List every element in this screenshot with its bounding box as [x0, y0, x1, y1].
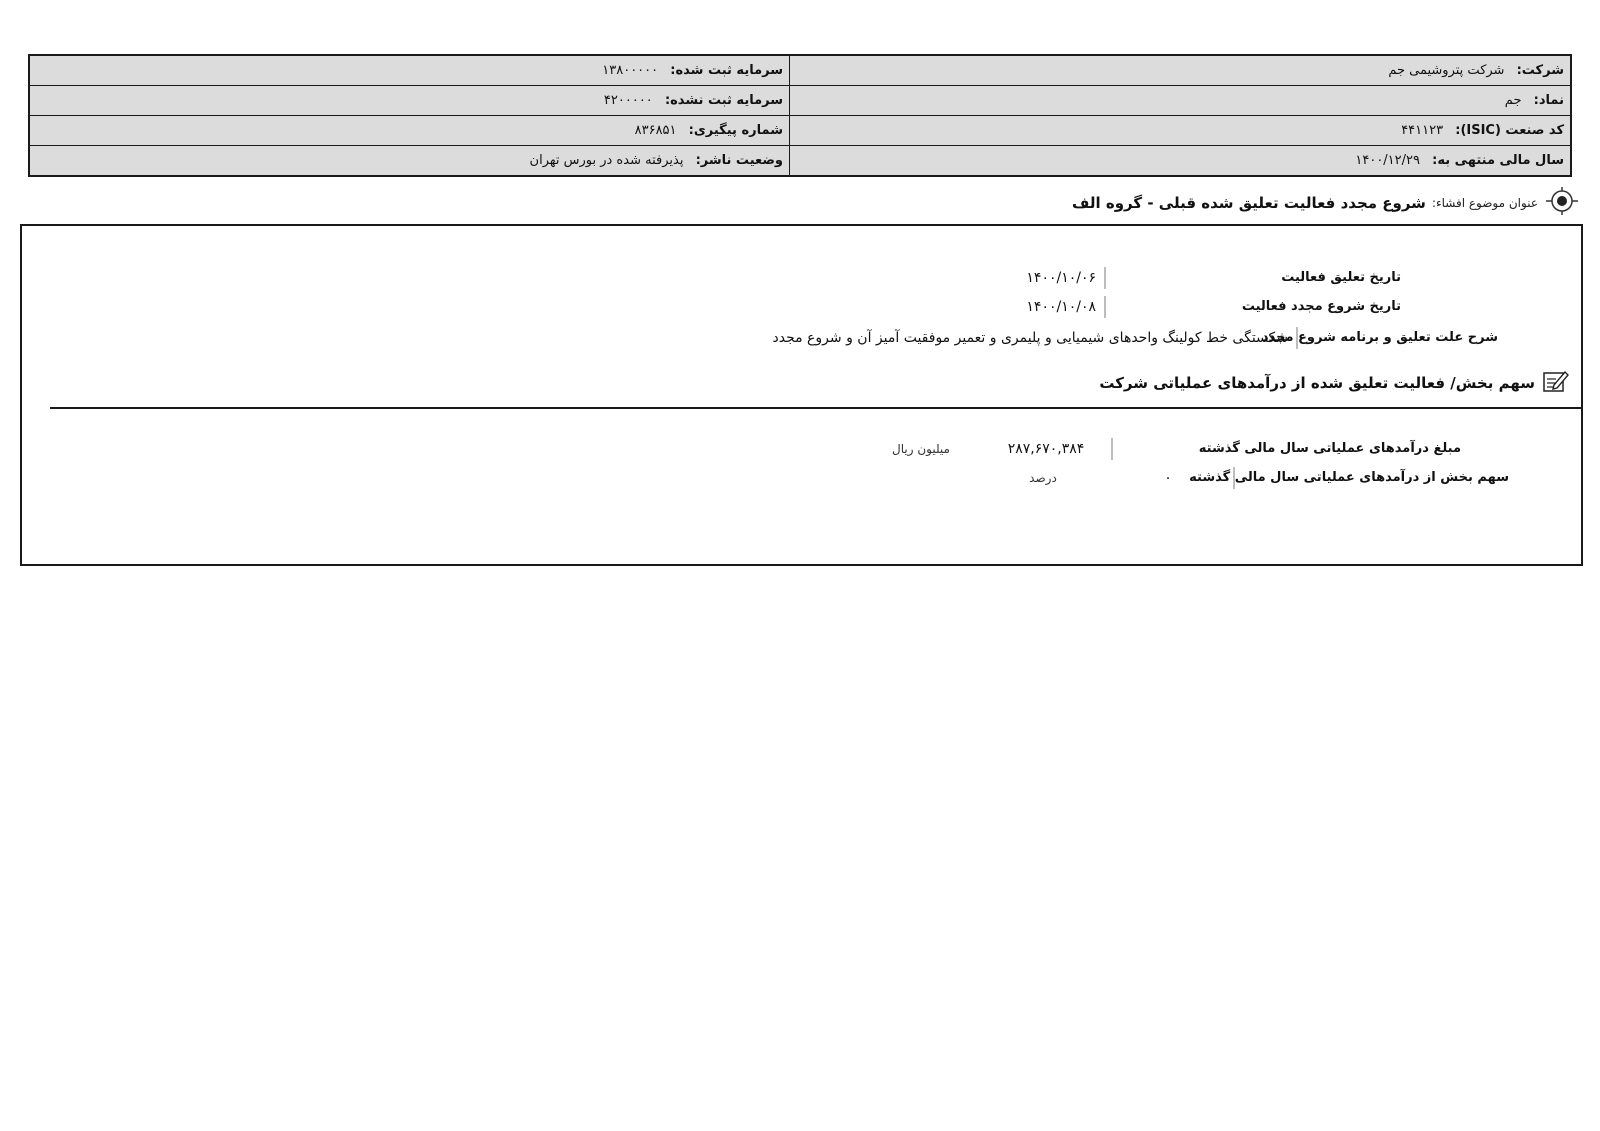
revenue-amount-value: ۲۸۷,۶۷۰,۳۸۴ — [1007, 441, 1085, 457]
reason-label: شرح علت تعلیق و برنامه شروع مجدد — [1296, 327, 1498, 349]
symbol-label: نماد: — [1533, 93, 1564, 108]
isic-label: کد صنعت (ISIC): — [1455, 123, 1564, 138]
company-value: شرکت پتروشیمی جم — [1388, 63, 1505, 78]
header-row-company — [29, 55, 1571, 86]
revenue-section-header — [1099, 368, 1569, 398]
unregistered-capital-value: ۴۲۰۰۰۰۰ — [603, 93, 653, 108]
fiscal-year-label: سال مالی منتهی به: — [1432, 153, 1564, 168]
revenue-amount-label: مبلغ درآمدهای عملیاتی سال مالی گذشته — [1111, 438, 1461, 460]
header-row-isic — [29, 116, 1571, 146]
isic-cell — [790, 116, 1572, 146]
disclosure-subject — [1072, 188, 1580, 218]
symbol-value: جم — [1504, 93, 1522, 108]
tracking-number-label: شماره پیگیری: — [688, 123, 783, 138]
symbol-cell — [790, 86, 1572, 116]
header-row-symbol — [29, 86, 1571, 116]
revenue-share-unit: درصد — [1029, 471, 1057, 485]
restart-date-label: تاریخ شروع مجدد فعالیت — [1104, 296, 1401, 318]
isic-value: ۴۴۱۱۲۳ — [1401, 123, 1444, 138]
company-label: شرکت: — [1516, 63, 1564, 78]
header-row-fiscal-year — [29, 146, 1571, 177]
disclosure-content — [20, 224, 1583, 566]
subject-value: شروع مجدد فعالیت تعلیق شده قبلی - گروه الف — [1072, 194, 1426, 212]
revenue-share-row — [983, 466, 1509, 490]
publisher-status-value: پذیرفته شده در بورس تهران — [529, 153, 684, 168]
fiscal-year-cell — [790, 146, 1572, 177]
reason-value: شکستگی خط کولینگ واحدهای شیمیایی و پلیمری و تعمیر موفقیت آمیز آن و شروع مجدد — [772, 330, 1288, 346]
target-icon — [1544, 186, 1580, 220]
restart-date-row — [1026, 295, 1401, 319]
revenue-amount-unit: میلیون ریال — [892, 442, 950, 456]
suspension-date-row — [1026, 266, 1401, 290]
edit-note-icon — [1541, 368, 1569, 398]
subject-label: عنوان موضوع افشاء: — [1431, 196, 1538, 210]
restart-date-value: ۱۴۰۰/۱۰/۰۸ — [1026, 299, 1096, 315]
company-header-table — [28, 54, 1572, 177]
registered-capital-value: ۱۳۸۰۰۰۰۰ — [602, 63, 659, 78]
reason-row — [772, 326, 1498, 350]
suspension-date-value: ۱۴۰۰/۱۰/۰۶ — [1026, 270, 1096, 286]
publisher-status-cell — [29, 146, 790, 177]
publisher-status-label: وضعیت ناشر: — [695, 153, 783, 168]
revenue-amount-row — [861, 437, 1461, 461]
company-cell — [790, 55, 1572, 86]
unregistered-capital-label: سرمایه ثبت نشده: — [664, 93, 783, 108]
revenue-share-label: سهم بخش از درآمدهای عملیاتی سال مالی گذشته — [1233, 467, 1509, 489]
revenue-section-title: سهم بخش/ فعالیت تعلیق شده از درآمدهای عملیاتی شرکت — [1099, 374, 1535, 392]
tracking-number-cell — [29, 116, 790, 146]
registered-capital-label: سرمایه ثبت شده: — [670, 63, 783, 78]
fiscal-year-value: ۱۴۰۰/۱۲/۲۹ — [1355, 153, 1420, 168]
section-divider — [50, 407, 1581, 409]
unregistered-capital-cell — [29, 86, 790, 116]
suspension-date-label: تاریخ تعلیق فعالیت — [1104, 267, 1401, 289]
registered-capital-cell — [29, 55, 790, 86]
revenue-share-value: ۰ — [1164, 470, 1172, 486]
tracking-number-value: ۸۳۶۸۵۱ — [634, 123, 677, 138]
